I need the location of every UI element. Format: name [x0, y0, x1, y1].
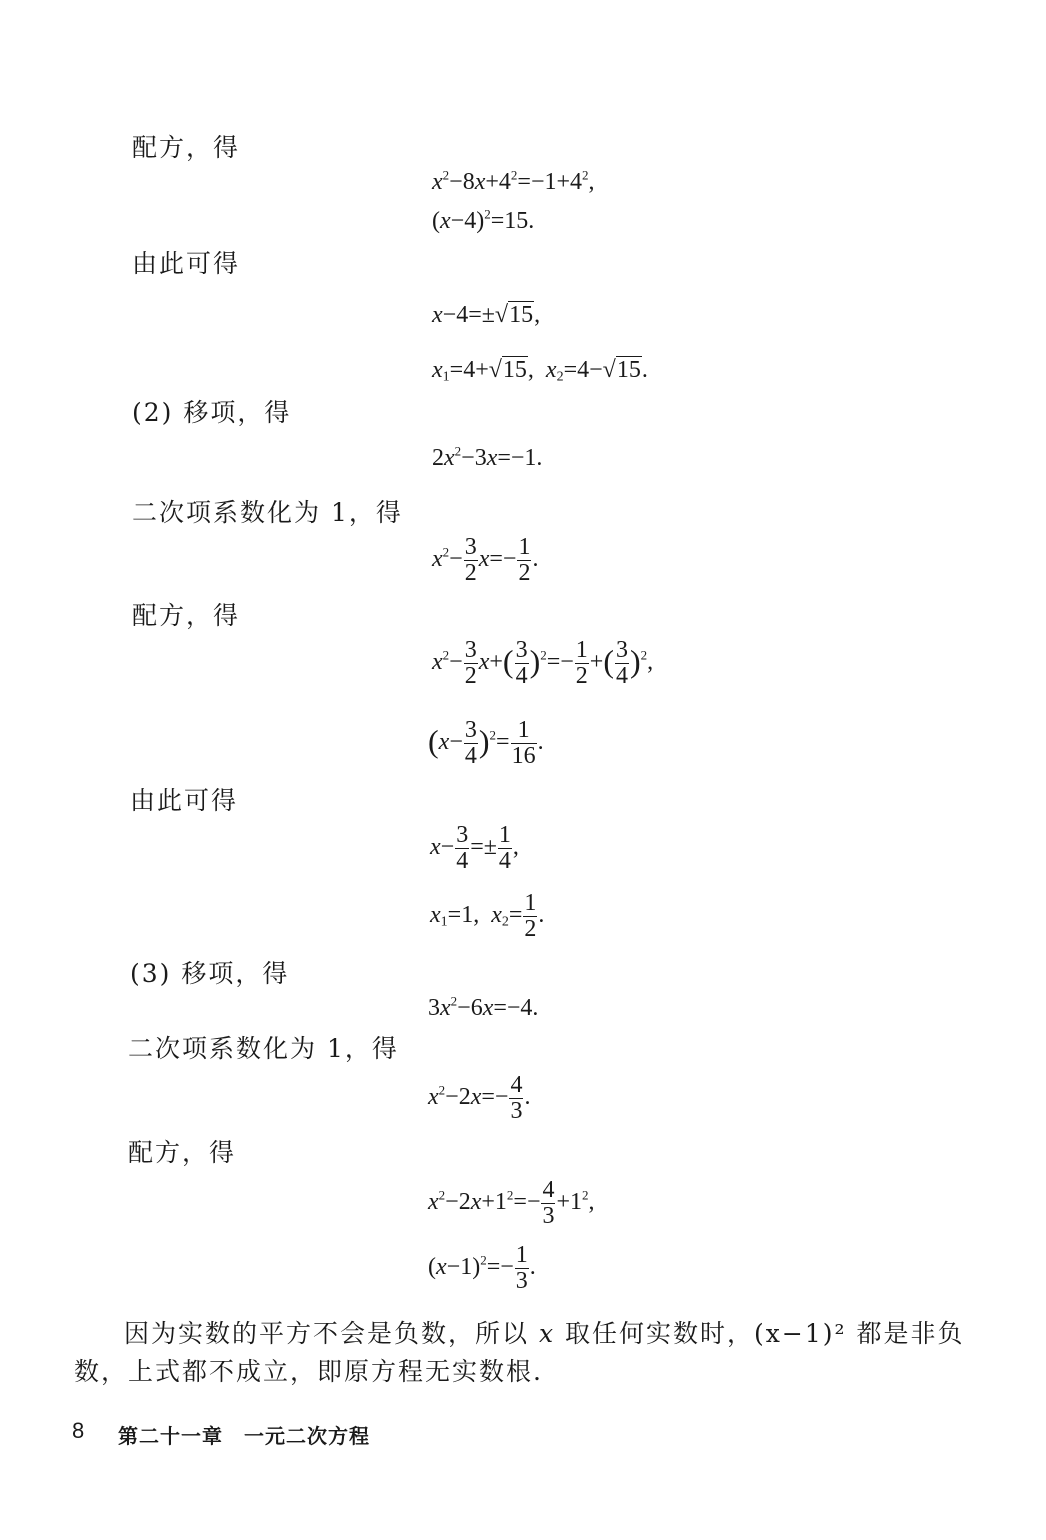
part-3-label: (3) 移项，得: [130, 959, 290, 988]
page-number: 8: [72, 1418, 85, 1443]
step-label-hence: 由此可得: [130, 786, 239, 815]
step-label-complete-square: 配方，得: [132, 601, 241, 630]
conclusion-line-1: 因为实数的平方不会是负数，所以 x 取任何实数时，(x−1)² 都是非负: [124, 1319, 965, 1348]
equation-3b: $x^2-2x=-$ $\frac{4}{3}$ .: [428, 1072, 531, 1125]
equation-3c: $x^2-2x+1^2=-$ $\frac{4}{3}$ $+1^2$,: [428, 1177, 595, 1230]
step-label-normalize: 二次项系数化为 1，得: [132, 498, 403, 527]
equation-2a: $2x^2-3x=-1$.: [432, 443, 543, 471]
equation-3d: $(x-1)^2=-$ $\frac{1}{3}$ .: [428, 1242, 536, 1295]
equation-1a: $x^2-8x+4^2=-1+4^2$,: [432, 167, 595, 195]
step-label-complete-square: 配方，得: [132, 133, 241, 162]
step-label-hence: 由此可得: [132, 249, 241, 278]
conclusion-line-2: 数，上式都不成立，即原方程无实数根.: [74, 1357, 543, 1386]
step-label-complete-square: 配方，得: [128, 1138, 237, 1167]
equation-2d: (x− $\frac{3}{4}$ )$^2$= $\frac{1}{16}$ .: [428, 717, 544, 770]
equation-1b: $(x-4)^2=15$.: [432, 206, 535, 234]
equation-1-roots: $x_1=4+√15$, $x_2=4-√15$.: [432, 357, 648, 385]
step-label-normalize: 二次项系数化为 1，得: [128, 1034, 399, 1063]
chapter-title: 第二十一章 一元二次方程: [118, 1424, 370, 1448]
equation-2b: $x^2-$ $\frac{3}{2}$ x=− $\frac{1}{2}$ .: [432, 534, 539, 587]
part-2-label: (2) 移项，得: [132, 398, 292, 427]
equation-3a: $3x^2-6x=-4$.: [428, 993, 539, 1021]
equation-2-roots: $x_1=1$, $x_2=$ $\frac{1}{2}$ .: [430, 890, 545, 943]
equation-2c: $x^2-$ $\frac{3}{2}$ x+( $\frac{3}{4}$ )$^2$=− $\frac{1}{2}$ +( $\frac{3}{4}$ )$^2$,: [432, 637, 654, 690]
equation-1c: x−4=±√15,: [432, 302, 541, 328]
equation-2e: x− $\frac{3}{4}$ =± $\frac{1}{4}$ ,: [430, 822, 519, 875]
